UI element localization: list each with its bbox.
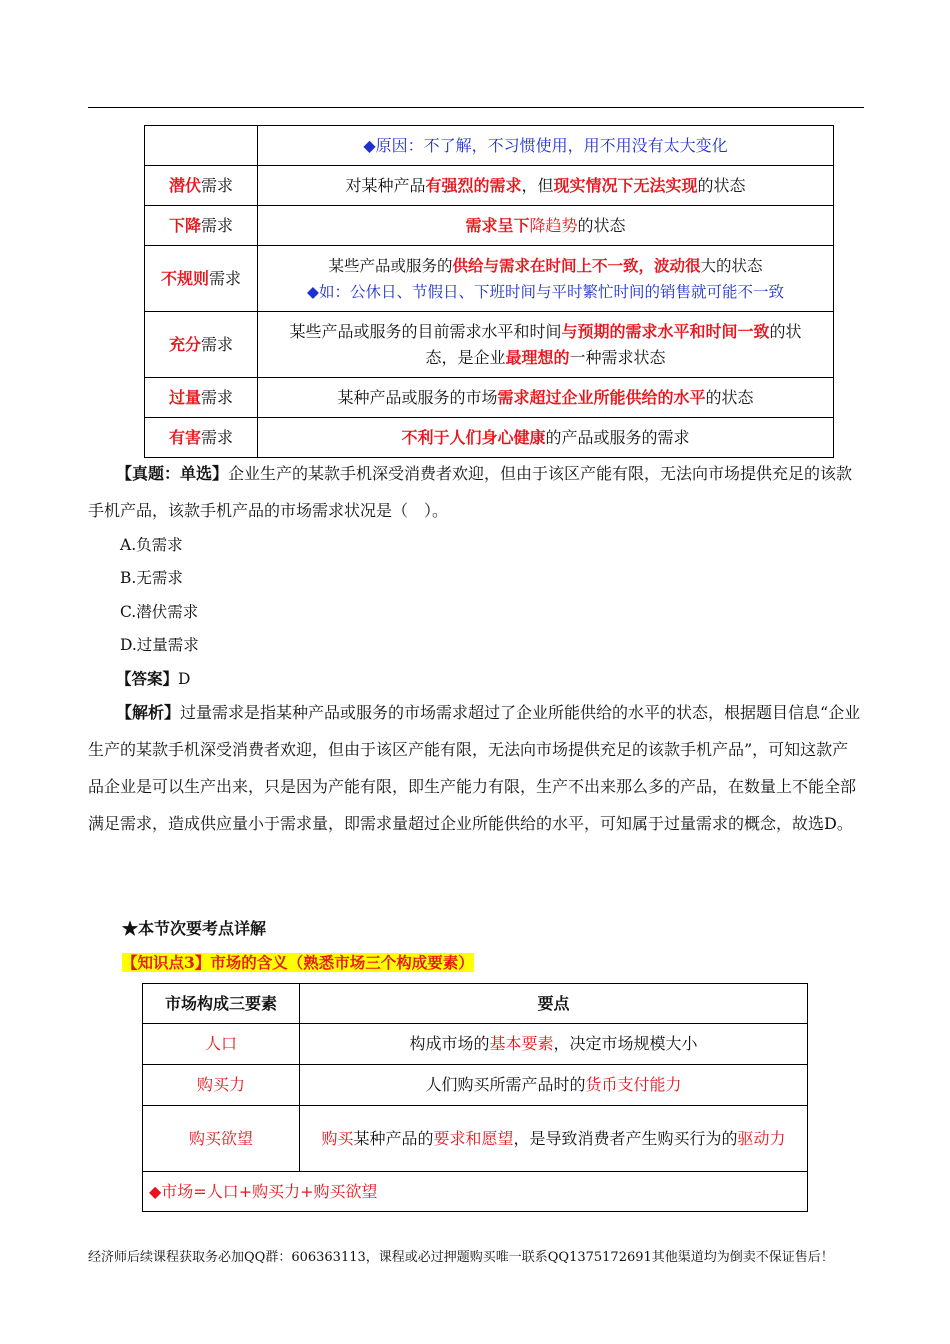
page-footer: 经济师后续课程获取务必加QQ群：606363113，课程或必过押题购买唯一联系QQ1375172691其他渠道均为倒卖不保证售后！ — [88, 1250, 834, 1265]
table-row — [143, 1106, 808, 1172]
row-label: 下降需求 — [145, 206, 258, 246]
table-row — [145, 126, 834, 166]
table-row — [145, 312, 834, 378]
row-label: 购买力 — [143, 1065, 300, 1106]
row-label: 过量需求 — [145, 378, 258, 418]
market-elements-table — [142, 983, 808, 1212]
knowledge-point-title: 【知识点3】市场的含义（熟悉市场三个构成要素） — [122, 953, 474, 972]
table-row — [145, 246, 834, 312]
row-content: 某些产品或服务的供给与需求在时间上不一致，波动很大的状态 ◆如：公休日、节假日、下班时间与平时繁忙时间的销售就可能不一致 — [258, 246, 834, 312]
formula-row: ◆市场=人口+购买力+购买欲望 — [143, 1172, 808, 1212]
column-header: 要点 — [300, 984, 808, 1024]
option-b: B.无需求 — [120, 569, 183, 587]
option-c: C.潜伏需求 — [120, 603, 199, 621]
table-row — [143, 1172, 808, 1212]
section-heading: ★本节次要考点详解 — [122, 919, 267, 938]
row-content: 需求呈下降趋势的状态 — [258, 206, 834, 246]
question-text: 【真题：单选】企业生产的某款手机深受消费者欢迎，但由于该区产能有限，无法向市场提供充足的该款手机产品，该款手机产品的市场需求状况是（ ）。 — [88, 464, 853, 520]
row-label: 不规则需求 — [145, 246, 258, 312]
table-header — [143, 984, 808, 1024]
row-content: ◆原因：不了解，不习惯使用，用不用没有太大变化 — [258, 126, 834, 166]
row-label: 充分需求 — [145, 312, 258, 378]
row-label: 购买欲望 — [143, 1106, 300, 1172]
table-row — [143, 1024, 808, 1065]
demand-types-table — [144, 125, 834, 458]
option-a: A.负需求 — [120, 536, 183, 554]
table-row — [143, 1065, 808, 1106]
row-label: 有害需求 — [145, 418, 258, 458]
column-header: 市场构成三要素 — [143, 984, 300, 1024]
row-content: 购买某种产品的要求和愿望，是导致消费者产生购买行为的驱动力 — [300, 1106, 808, 1172]
table-row — [145, 206, 834, 246]
row-label — [145, 126, 258, 166]
answer: 【答案】D — [116, 669, 191, 688]
header-rule — [88, 107, 864, 108]
row-label: 人口 — [143, 1024, 300, 1065]
table-row — [145, 378, 834, 418]
table-row — [145, 166, 834, 206]
table-row — [145, 418, 834, 458]
row-content: 构成市场的基本要素，决定市场规模大小 — [300, 1024, 808, 1065]
row-content: 人们购买所需产品时的货币支付能力 — [300, 1065, 808, 1106]
option-d: D.过量需求 — [120, 636, 199, 654]
row-content: 某些产品或服务的目前需求水平和时间与预期的需求水平和时间一致的状态，是企业最理想的一种需求状态 — [258, 312, 834, 378]
analysis-text: 【解析】过量需求是指某种产品或服务的市场需求超过了企业所能供给的水平的状态，根据题目信息“企业生产的某款手机深受消费者欢迎，但由于该区产能有限，无法向市场提供充足的该款手机产品”，可知这款产品企业是可以生产出来，只是因为产能有限，即生产能力有限，生产不出来那么多的产品，在数量上不能全部满足需求，造成供应量小于需求量，即需求量超过企业所能供给的水平，可知属于过量需求的概念，故选D。 — [88, 703, 861, 833]
row-content: 某种产品或服务的市场需求超过企业所能供给的水平的状态 — [258, 378, 834, 418]
row-content: 对某种产品有强烈的需求，但现实情况下无法实现的状态 — [258, 166, 834, 206]
row-content: 不利于人们身心健康的产品或服务的需求 — [258, 418, 834, 458]
row-label: 潜伏需求 — [145, 166, 258, 206]
